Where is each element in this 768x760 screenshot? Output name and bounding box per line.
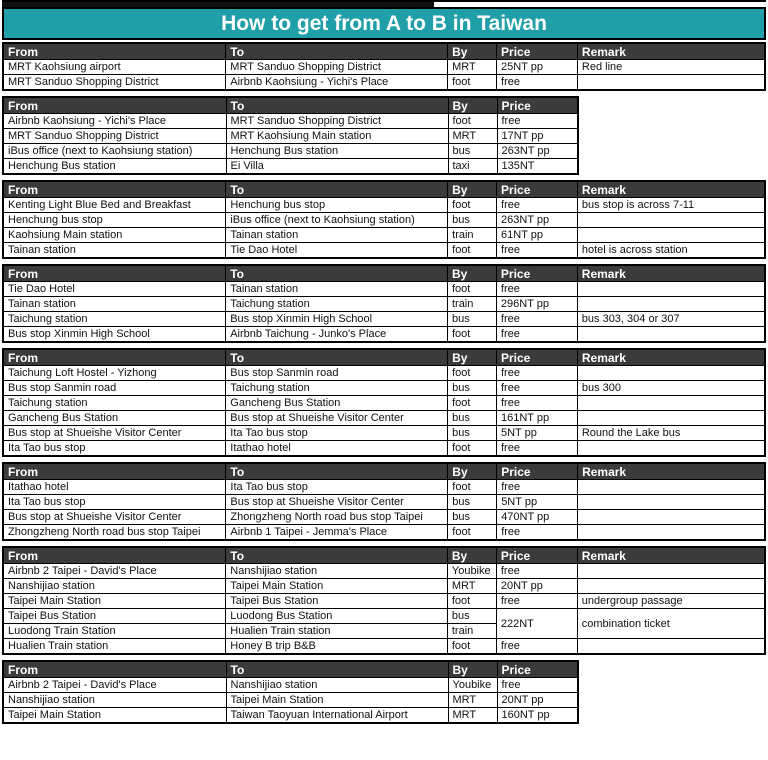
cell-from: Taichung station — [3, 312, 226, 327]
cell-by: bus — [448, 381, 497, 396]
cell-price: free — [496, 381, 577, 396]
cell-to: Ei Villa — [226, 159, 448, 175]
cell-price: free — [496, 564, 577, 579]
cell-from: Taipei Bus Station — [3, 609, 226, 624]
cell-to: Zhongzheng North road bus stop Taipei — [226, 510, 448, 525]
cell-by: bus — [448, 144, 497, 159]
table-row — [3, 213, 765, 228]
cell-by: MRT — [448, 60, 497, 75]
cell-by: foot — [447, 282, 496, 297]
top-clipped-row-dark-segment — [2, 2, 434, 7]
table-row — [3, 129, 578, 144]
cell-price: free — [497, 525, 578, 541]
cell-by: bus — [448, 426, 497, 441]
cell-price: free — [496, 594, 577, 609]
table-row — [3, 366, 765, 381]
cell-price: free — [496, 327, 577, 343]
cell-from: Tainan station — [3, 297, 226, 312]
cell-remark: Red line — [577, 60, 765, 75]
column-header-remark: Remark — [577, 265, 765, 282]
cell-from: Ita Tao bus stop — [3, 495, 226, 510]
cell-price: free — [496, 312, 577, 327]
table-row — [3, 495, 765, 510]
column-header-price: Price — [497, 463, 578, 480]
column-header-price: Price — [497, 661, 578, 678]
cell-price: 296NT pp — [496, 297, 577, 312]
cell-by: foot — [448, 441, 497, 457]
table-row — [3, 243, 765, 259]
cell-from: Ita Tao bus stop — [3, 441, 226, 457]
cell-by: foot — [448, 366, 497, 381]
table-row — [3, 75, 765, 91]
cell-to: Bus stop at Shueishe Visitor Center — [226, 411, 448, 426]
cell-remark: bus 300 — [577, 381, 765, 396]
cell-price: free — [496, 282, 577, 297]
cell-price: 17NT pp — [497, 129, 578, 144]
column-header-from: From — [3, 463, 226, 480]
cell-from: Kaohsiung Main station — [3, 228, 226, 243]
cell-by: bus — [448, 411, 497, 426]
cell-by: foot — [448, 525, 497, 541]
cell-price: 263NT pp — [497, 144, 578, 159]
cell-by: bus — [447, 609, 496, 624]
cell-to: Airbnb 1 Taipei - Jemma's Place — [226, 525, 448, 541]
column-header-by: By — [448, 661, 497, 678]
cell-to: Ita Tao bus stop — [226, 426, 448, 441]
cell-to: Taipei Main Station — [226, 579, 448, 594]
cell-by: MRT — [448, 129, 497, 144]
table-row — [3, 441, 765, 457]
header-row — [3, 97, 578, 114]
cell-by: Youbike — [447, 564, 496, 579]
table-row — [3, 297, 765, 312]
cell-to: Airbnb Kaohsiung - Yichi's Place — [226, 75, 448, 91]
column-header-to: To — [226, 661, 448, 678]
cell-remark: bus stop is across 7-11 — [577, 198, 765, 213]
cell-from: Luodong Train Station — [3, 624, 226, 639]
cell-from: Henchung bus stop — [3, 213, 226, 228]
cell-from: Tainan station — [3, 243, 226, 259]
table-row — [3, 579, 765, 594]
cell-price: 263NT pp — [497, 213, 578, 228]
cell-from: Taichung station — [3, 396, 226, 411]
column-header-price: Price — [496, 265, 577, 282]
cell-remark — [578, 480, 765, 495]
table-row — [3, 564, 765, 579]
cell-remark — [577, 396, 765, 411]
column-header-to: To — [226, 43, 448, 60]
cell-price: 61NT pp — [497, 228, 578, 243]
column-header-price: Price — [496, 349, 577, 366]
route-sections-container — [2, 42, 766, 724]
column-header-remark: Remark — [577, 547, 765, 564]
cell-from: Nanshijiao station — [3, 693, 226, 708]
cell-price: free — [497, 480, 578, 495]
cell-to: Ita Tao bus stop — [226, 480, 448, 495]
table-row — [3, 159, 578, 175]
cell-remark — [577, 366, 765, 381]
cell-from: iBus office (next to Kaohsiung station) — [3, 144, 226, 159]
column-header-from: From — [3, 661, 226, 678]
cell-to: Itathao hotel — [226, 441, 448, 457]
header-row — [3, 661, 578, 678]
column-header-to: To — [226, 97, 448, 114]
cell-to: Nanshijiao station — [226, 564, 448, 579]
table-row — [3, 693, 578, 708]
header-row — [3, 181, 765, 198]
cell-price: 470NT pp — [497, 510, 578, 525]
cell-price: free — [497, 198, 578, 213]
cell-to: Tie Dao Hotel — [226, 243, 448, 259]
header-row — [3, 43, 765, 60]
table-row — [3, 198, 765, 213]
cell-to: Luodong Bus Station — [226, 609, 448, 624]
cell-to: Taiwan Taoyuan International Airport — [226, 708, 448, 724]
cell-remark — [577, 441, 765, 457]
cell-price: 135NT — [497, 159, 578, 175]
cell-from: Kenting Light Blue Bed and Breakfast — [3, 198, 226, 213]
cell-to: Taichung station — [226, 297, 448, 312]
cell-remark — [578, 510, 765, 525]
column-header-by: By — [448, 349, 497, 366]
column-header-from: From — [3, 265, 226, 282]
cell-remark — [577, 228, 765, 243]
cell-by: Youbike — [448, 678, 497, 693]
top-clipped-row — [2, 0, 766, 7]
cell-to: Taipei Bus Station — [226, 594, 448, 609]
cell-from: Airbnb 2 Taipei - David's Place — [3, 564, 226, 579]
cell-to: Honey B trip B&B — [226, 639, 448, 655]
cell-remark: Round the Lake bus — [577, 426, 765, 441]
cell-from: Bus stop at Shueishe Visitor Center — [3, 510, 226, 525]
cell-from: Gancheng Bus Station — [3, 411, 226, 426]
cell-price: 5NT pp — [497, 495, 578, 510]
cell-by: bus — [448, 495, 497, 510]
column-header-by: By — [448, 463, 497, 480]
column-header-to: To — [226, 181, 448, 198]
cell-remark — [577, 411, 765, 426]
cell-to: Taipei Main Station — [226, 693, 448, 708]
page-title: How to get from A to B in Taiwan — [2, 7, 766, 40]
table-row — [3, 594, 765, 609]
cell-price: 20NT pp — [497, 693, 578, 708]
cell-remark — [577, 282, 765, 297]
cell-from: Tie Dao Hotel — [3, 282, 226, 297]
cell-remark: combination ticket — [577, 609, 765, 639]
cell-by: foot — [447, 327, 496, 343]
cell-price: free — [497, 678, 578, 693]
column-header-price: Price — [497, 97, 578, 114]
cell-to: MRT Sanduo Shopping District — [226, 114, 448, 129]
cell-by: train — [448, 228, 497, 243]
cell-by: foot — [447, 639, 496, 655]
cell-from: MRT Sanduo Shopping District — [3, 75, 226, 91]
route-section-4 — [2, 264, 766, 343]
header-row — [3, 547, 765, 564]
column-header-from: From — [3, 97, 226, 114]
cell-price: 5NT pp — [496, 426, 577, 441]
column-header-by: By — [447, 265, 496, 282]
cell-remark — [577, 579, 765, 594]
route-section-8 — [2, 660, 579, 724]
cell-by: MRT — [447, 579, 496, 594]
cell-price: free — [496, 441, 577, 457]
cell-to: Gancheng Bus Station — [226, 396, 448, 411]
cell-from: Airbnb 2 Taipei - David's Place — [3, 678, 226, 693]
cell-to: Taichung station — [226, 381, 448, 396]
cell-remark — [578, 495, 765, 510]
table-row — [3, 510, 765, 525]
column-header-from: From — [3, 547, 226, 564]
column-header-to: To — [226, 349, 448, 366]
cell-remark — [577, 213, 765, 228]
cell-remark: bus 303, 304 or 307 — [577, 312, 765, 327]
cell-by: foot — [448, 75, 497, 91]
cell-remark — [578, 525, 765, 541]
cell-price: free — [496, 639, 577, 655]
cell-by: taxi — [448, 159, 497, 175]
table-row — [3, 609, 765, 624]
column-header-from: From — [3, 43, 226, 60]
cell-price: free — [497, 114, 578, 129]
cell-to: Henchung bus stop — [226, 198, 448, 213]
cell-remark — [577, 297, 765, 312]
route-section-7 — [2, 546, 766, 655]
cell-remark — [577, 639, 765, 655]
table-row — [3, 678, 578, 693]
cell-price: free — [497, 243, 578, 259]
cell-by: foot — [448, 396, 497, 411]
column-header-remark: Remark — [578, 463, 765, 480]
cell-price: 20NT pp — [496, 579, 577, 594]
cell-by: foot — [448, 114, 497, 129]
cell-by: bus — [447, 312, 496, 327]
cell-from: Taipei Main Station — [3, 594, 226, 609]
cell-price: 160NT pp — [497, 708, 578, 724]
cell-from: Hualien Train station — [3, 639, 226, 655]
cell-by: foot — [448, 243, 497, 259]
cell-from: Zhongzheng North road bus stop Taipei — [3, 525, 226, 541]
table-row — [3, 525, 765, 541]
column-header-remark: Remark — [577, 349, 765, 366]
cell-remark: undergroup passage — [577, 594, 765, 609]
column-header-remark: Remark — [577, 181, 765, 198]
cell-price: 222NT — [496, 609, 577, 639]
cell-from: Itathao hotel — [3, 480, 226, 495]
table-row — [3, 396, 765, 411]
cell-to: Tainan station — [226, 282, 448, 297]
cell-to: Airbnb Taichung - Junko's Place — [226, 327, 448, 343]
column-header-by: By — [448, 97, 497, 114]
route-section-5 — [2, 348, 766, 457]
cell-by: foot — [447, 594, 496, 609]
table-row — [3, 411, 765, 426]
route-section-3 — [2, 180, 766, 259]
cell-from: Bus stop Xinmin High School — [3, 327, 226, 343]
column-header-from: From — [3, 349, 226, 366]
cell-by: bus — [448, 213, 497, 228]
route-section-2 — [2, 96, 579, 175]
cell-to: Bus stop Sanmin road — [226, 366, 448, 381]
column-header-to: To — [226, 463, 448, 480]
cell-by: bus — [448, 510, 497, 525]
cell-to: MRT Sanduo Shopping District — [226, 60, 448, 75]
cell-to: MRT Kaohsiung Main station — [226, 129, 448, 144]
table-row — [3, 282, 765, 297]
cell-to: Tainan station — [226, 228, 448, 243]
column-header-price: Price — [497, 43, 578, 60]
table-row — [3, 480, 765, 495]
column-header-to: To — [226, 265, 448, 282]
route-section-1 — [2, 42, 766, 91]
cell-to: Nanshijiao station — [226, 678, 448, 693]
cell-price: free — [496, 366, 577, 381]
cell-to: iBus office (next to Kaohsiung station) — [226, 213, 448, 228]
cell-remark — [577, 75, 765, 91]
column-header-price: Price — [497, 181, 578, 198]
column-header-by: By — [448, 181, 497, 198]
cell-remark: hotel is across station — [577, 243, 765, 259]
cell-by: foot — [448, 480, 497, 495]
cell-by: foot — [448, 198, 497, 213]
header-row — [3, 463, 765, 480]
table-row — [3, 381, 765, 396]
column-header-by: By — [447, 547, 496, 564]
cell-from: Henchung Bus station — [3, 159, 226, 175]
cell-from: Bus stop Sanmin road — [3, 381, 226, 396]
route-section-6 — [2, 462, 766, 541]
column-header-price: Price — [496, 547, 577, 564]
header-row — [3, 265, 765, 282]
cell-from: Bus stop at Shueishe Visitor Center — [3, 426, 226, 441]
table-row — [3, 114, 578, 129]
cell-price: free — [496, 396, 577, 411]
table-row — [3, 312, 765, 327]
cell-to: Bus stop Xinmin High School — [226, 312, 448, 327]
cell-from: MRT Sanduo Shopping District — [3, 129, 226, 144]
cell-to: Hualien Train station — [226, 624, 448, 639]
cell-from: MRT Kaohsiung airport — [3, 60, 226, 75]
header-row — [3, 349, 765, 366]
table-row — [3, 144, 578, 159]
column-header-from: From — [3, 181, 226, 198]
cell-by: train — [447, 624, 496, 639]
column-header-remark: Remark — [577, 43, 765, 60]
cell-remark — [577, 564, 765, 579]
cell-from: Airbnb Kaohsiung - Yichi's Place — [3, 114, 226, 129]
cell-by: train — [447, 297, 496, 312]
cell-from: Nanshijiao station — [3, 579, 226, 594]
table-row — [3, 228, 765, 243]
table-row — [3, 708, 578, 724]
cell-price: 25NT pp — [497, 60, 578, 75]
table-row — [3, 327, 765, 343]
cell-price: free — [497, 75, 578, 91]
table-row — [3, 426, 765, 441]
table-row — [3, 639, 765, 655]
cell-by: MRT — [448, 708, 497, 724]
cell-price: 161NT pp — [496, 411, 577, 426]
cell-from: Taichung Loft Hostel - Yizhong — [3, 366, 226, 381]
cell-to: Henchung Bus station — [226, 144, 448, 159]
cell-by: MRT — [448, 693, 497, 708]
cell-remark — [577, 327, 765, 343]
cell-to: Bus stop at Shueishe Visitor Center — [226, 495, 448, 510]
table-row — [3, 60, 765, 75]
cell-from: Taipei Main Station — [3, 708, 226, 724]
column-header-to: To — [226, 547, 448, 564]
column-header-by: By — [448, 43, 497, 60]
